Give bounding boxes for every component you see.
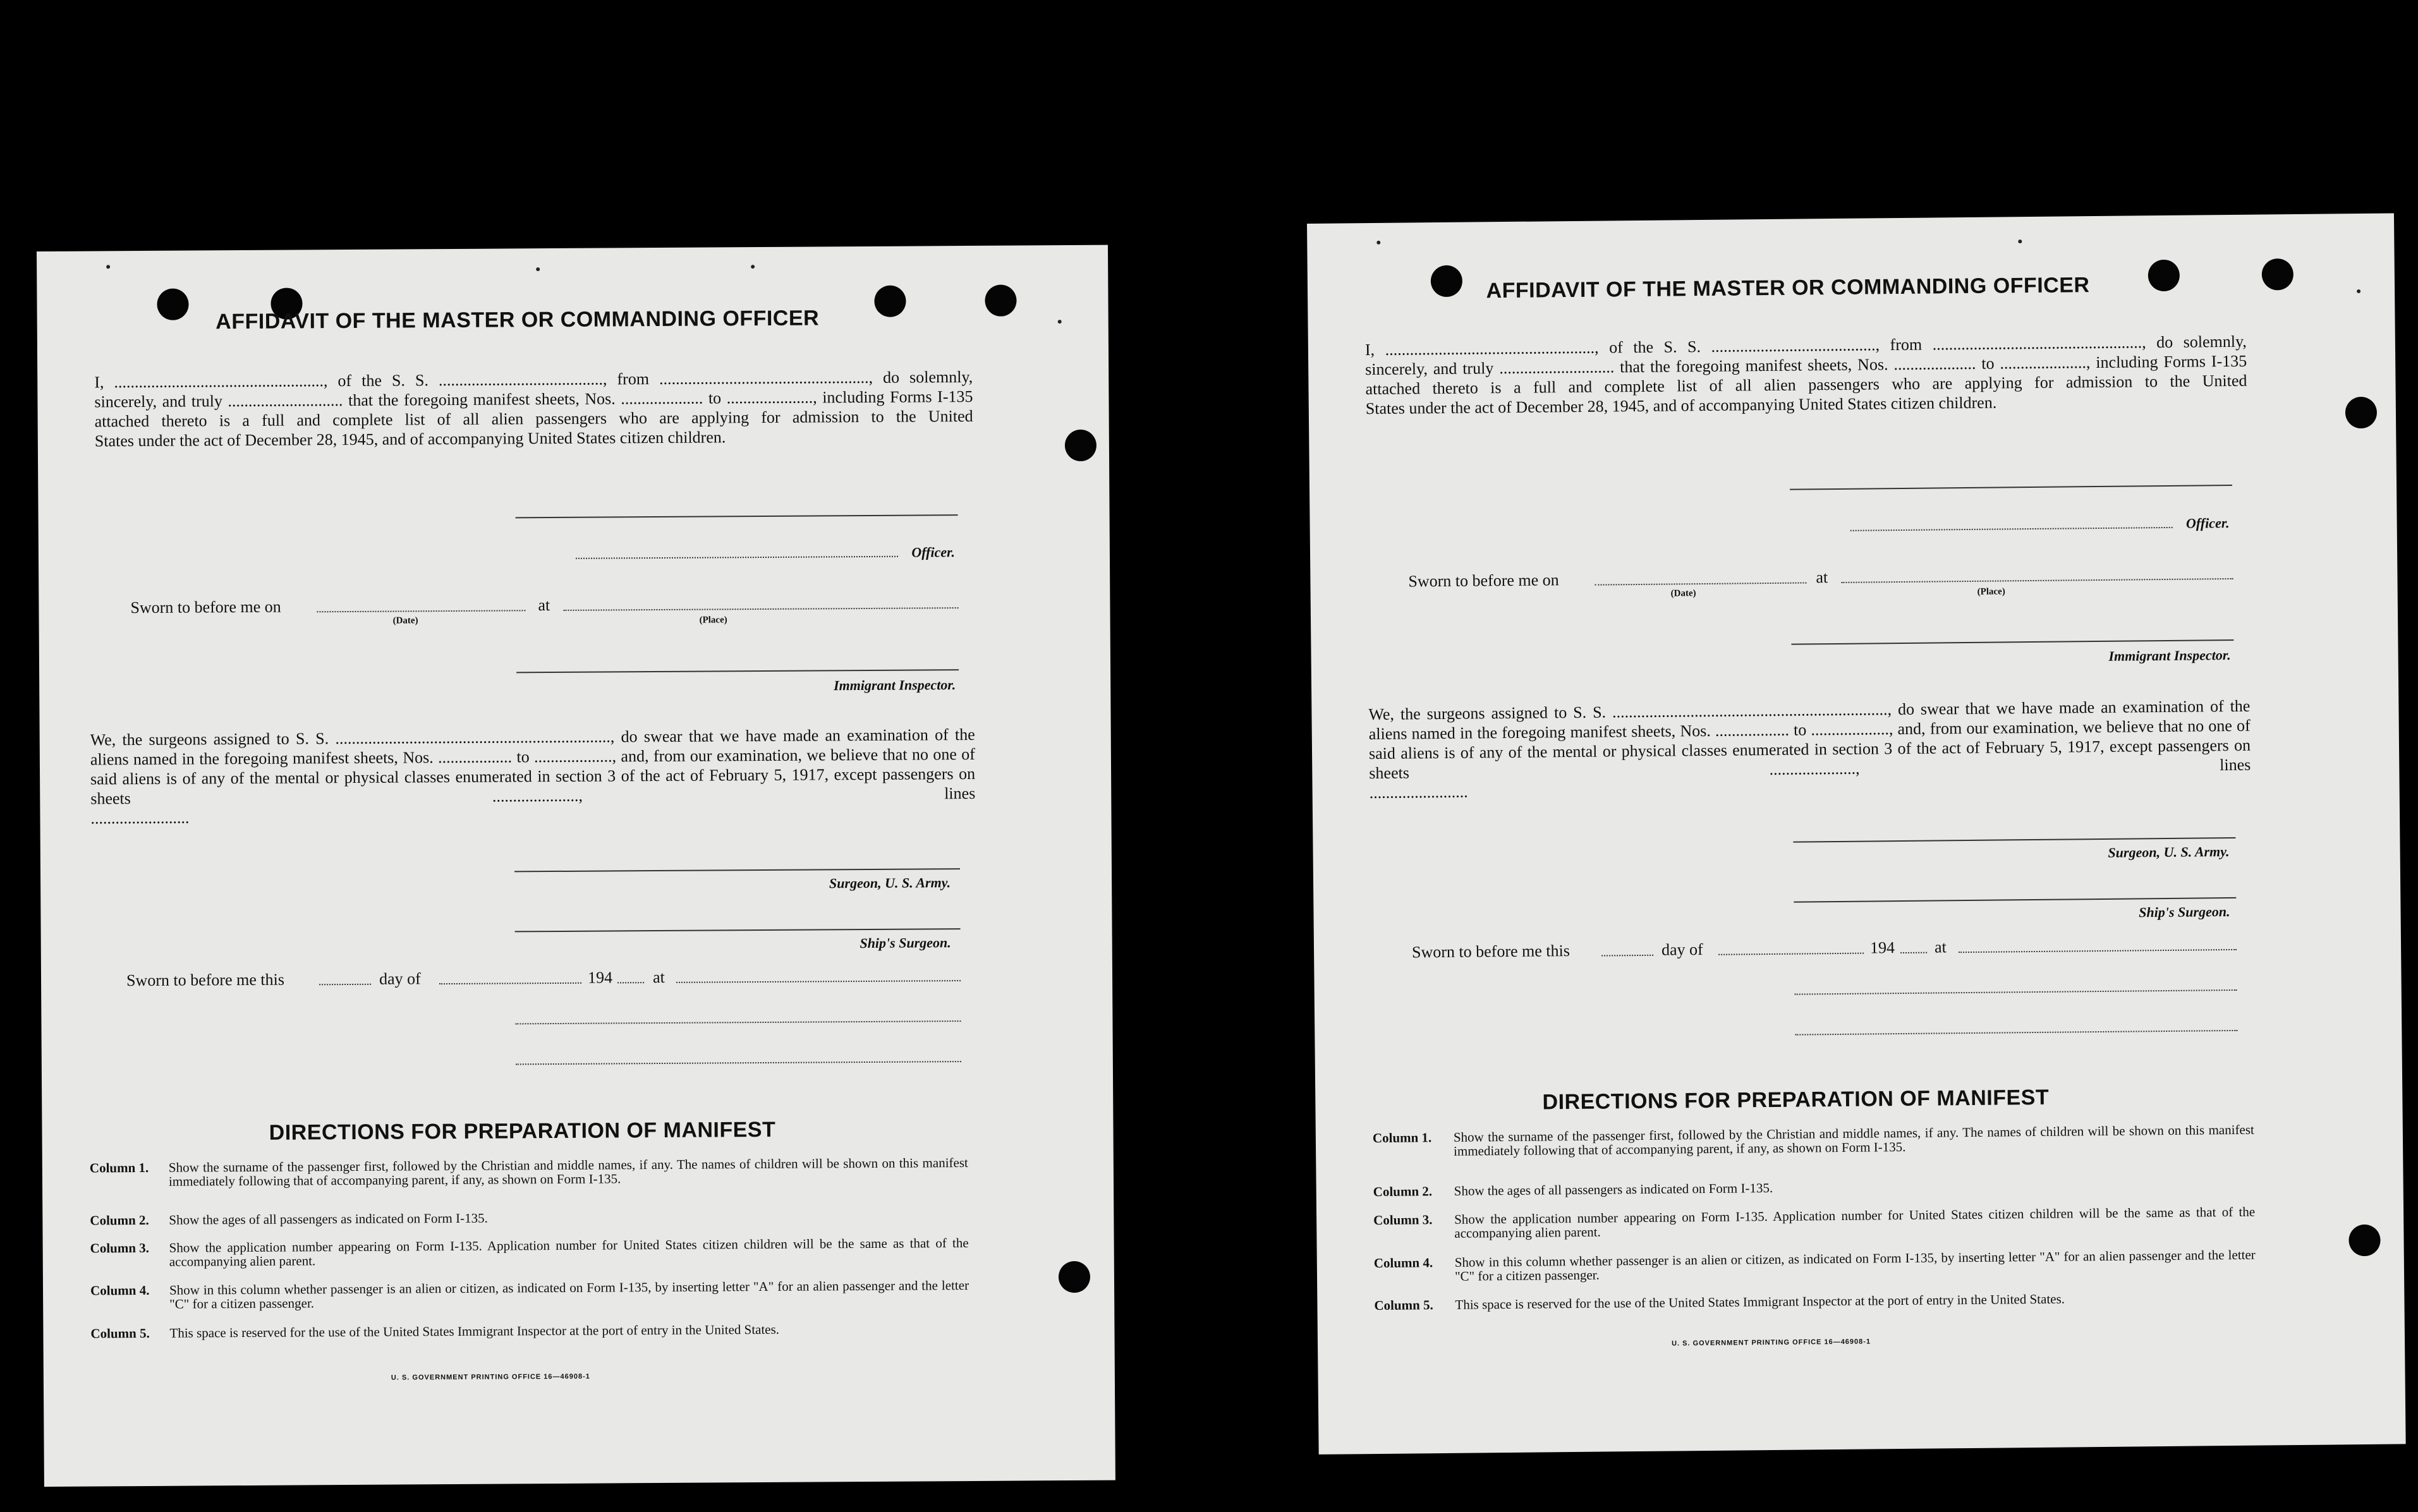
printer-imprint: U. S. GOVERNMENT PRINTING OFFICE 16—46908-1 — [1671, 1338, 1871, 1348]
sworn2-place-line[interactable] — [1959, 949, 2237, 953]
surgeons-paragraph-end: ........................ — [1369, 782, 1468, 802]
inspector-caption: Immigrant Inspector. — [2108, 647, 2231, 664]
sworn-date-line[interactable] — [1595, 582, 1806, 585]
sworn2-at-label: at — [652, 967, 665, 987]
sworn2-signature-line[interactable] — [515, 1020, 961, 1024]
officer-caption: Officer. — [2185, 515, 2230, 531]
affidavit-paragraph-end: States under the act of December 28, 1945, and of accompanying United States citizen children. — [1365, 393, 1997, 418]
direction-text: Show the surname of the passenger first, followed by the Christian and middle names, if any. The names of children will be shown on this manifest immediately following that of accompanying parent, if any, as shown on Form I-135. — [168, 1155, 968, 1189]
date-caption: (Date) — [392, 615, 418, 626]
direction-label: Column 3. — [90, 1240, 150, 1256]
affidavit-title: AFFIDAVIT OF THE MASTER OR COMMANDING OFFICER — [216, 306, 820, 334]
sworn-place-line[interactable] — [1841, 578, 2233, 583]
sworn2-at-label: at — [1934, 938, 1947, 957]
place-caption: (Place) — [1977, 586, 2005, 597]
form-page-right — [1307, 213, 2406, 1454]
film-speck — [1058, 320, 1062, 324]
affidavit-title: AFFIDAVIT OF THE MASTER OR COMMANDING OFFICER — [1486, 273, 2090, 303]
punch-hole — [1059, 1261, 1090, 1293]
sworn2-place-line[interactable] — [676, 980, 961, 983]
direction-column-4 — [90, 1278, 969, 1314]
ship-surgeon-signature-line[interactable] — [1794, 897, 2236, 903]
direction-label: Column 5. — [90, 1325, 150, 1341]
ship-surgeon-caption: Ship's Surgeon. — [2139, 904, 2230, 921]
surgeons-paragraph — [1368, 696, 2251, 802]
direction-label: Column 4. — [1373, 1255, 1433, 1271]
directions-title: DIRECTIONS FOR PREPARATION OF MANIFEST — [269, 1117, 776, 1145]
direction-text: Show the surname of the passenger first, followed by the Christian and middle names, if any. The names of children will be shown on this manifest immediately following that of accompanying parent, if any, as shown on Form I-135. — [1453, 1122, 2254, 1159]
army-surgeon-signature-line[interactable] — [514, 868, 960, 872]
direction-text: Show the application number appearing on Form I-135. Application number for United States citizen children will be the same as that of the accompanying alien parent. — [169, 1235, 969, 1269]
direction-column-4 — [1374, 1248, 2256, 1286]
direction-label: Column 4. — [90, 1282, 150, 1298]
direction-text: Show the ages of all passengers as indicated on Form I-135. — [169, 1210, 488, 1228]
surgeons-paragraph-body: We, the surgeons assigned to S. S. ..................................................................., do swear that we have made an examination of the aliens named in the foregoing manifest sheets, Nos. .................. to ..................., and, from our examination, we believe that no one of said aliens is of any of the mental or physical classes enumerated in section 3 of the act of February 5, 1917, except passengers on sheets ....................., lines — [1368, 696, 2251, 783]
sworn2-day-line[interactable] — [1601, 955, 1653, 957]
direction-text: Show the application number appearing on Form I-135. Application number for United States citizen children will be the same as that of the accompanying alien parent. — [1454, 1204, 2256, 1241]
officer-caption: Officer. — [911, 544, 956, 560]
affidavit-paragraph-body: I, ..................................................., of the S. S. ........................................, from ..................................................., do solemnly, sincerely, and truly ............................ that the foregoing manifest sheets, Nos. .................... to ....................., including Forms I-135 attached thereto is a full and complete list of all alien passengers who are applying for admission to the United — [94, 367, 973, 431]
direction-text: Show the ages of all passengers as indicated on Form I-135. — [1454, 1180, 1773, 1199]
ship-surgeon-signature-line[interactable] — [515, 928, 961, 932]
direction-column-3 — [90, 1236, 969, 1271]
film-speck — [536, 267, 540, 271]
sworn-before-label: Sworn to before me on — [130, 597, 281, 617]
affidavit-paragraph — [1365, 332, 2247, 418]
direction-text: This space is reserved for the use of the United States Immigrant Inspector at the port of entry in the United States. — [1455, 1291, 2065, 1312]
army-surgeon-caption: Surgeon, U. S. Army. — [2108, 844, 2230, 861]
direction-label: Column 2. — [1373, 1183, 1433, 1200]
punch-hole — [2345, 397, 2377, 428]
officer-title-line[interactable] — [1850, 527, 2173, 531]
sworn2-this-label: Sworn to before me this — [1411, 941, 1570, 962]
punch-hole — [874, 286, 906, 317]
direction-label: Column 2. — [90, 1212, 149, 1228]
film-speck — [2357, 289, 2360, 293]
surgeons-paragraph-body: We, the surgeons assigned to S. S. ..................................................................., do swear that we have made an examination of the aliens named in the foregoing manifest sheets, Nos. .................. to ..................., and, from our examination, we believe that no one of said aliens is of any of the mental or physical classes enumerated in section 3 of the act of February 5, 1917, except passengers on sheets ....................., lines — [90, 725, 976, 808]
sworn2-title-line[interactable] — [1795, 1030, 2237, 1036]
date-caption: (Date) — [1670, 588, 1696, 599]
surgeons-paragraph — [90, 725, 976, 828]
sworn2-day-line[interactable] — [319, 984, 371, 986]
direction-column-3 — [1373, 1205, 2255, 1243]
inspector-signature-line[interactable] — [516, 669, 959, 673]
affidavit-paragraph-body: I, ..................................................., of the S. S. ........................................, from ..................................................., do solemnly, sincerely, and truly ............................ that the foregoing manifest sheets, Nos. .................... to ....................., including Forms I-135 attached thereto is a full and complete list of all alien passengers who are applying for admission to the United — [1364, 332, 2247, 399]
sworn-place-line[interactable] — [563, 607, 958, 611]
film-speck — [106, 265, 110, 269]
officer-title-line[interactable] — [576, 556, 898, 559]
film-speck — [1376, 241, 1380, 245]
direction-text: Show in this column whether passenger is an alien or citizen, as indicated on Form I-135, by inserting letter "A" for an alien passenger and the letter "C" for a citizen passenger. — [1454, 1247, 2256, 1284]
direction-text: This space is reserved for the use of the United States Immigrant Inspector at the port of entry in the United States. — [169, 1321, 780, 1341]
sworn-at-label: at — [1816, 568, 1828, 587]
master-signature-line[interactable] — [516, 514, 958, 518]
sworn2-year-line[interactable] — [1900, 952, 1927, 953]
inspector-caption: Immigrant Inspector. — [833, 677, 956, 694]
sworn2-year-label: 194 — [1869, 938, 1895, 957]
ship-surgeon-caption: Ship's Surgeon. — [860, 934, 951, 952]
direction-column-1 — [90, 1156, 968, 1205]
punch-hole — [1065, 430, 1097, 461]
sworn2-month-line[interactable] — [439, 983, 581, 984]
printer-imprint: U. S. GOVERNMENT PRINTING OFFICE 16—46908-1 — [391, 1372, 590, 1382]
sworn2-dayof-label: day of — [379, 969, 421, 988]
sworn2-month-line[interactable] — [1718, 953, 1864, 955]
inspector-signature-line[interactable] — [1791, 639, 2233, 645]
film-speck — [2018, 239, 2022, 243]
punch-hole — [2148, 260, 2180, 291]
sworn-before-label: Sworn to before me on — [1408, 571, 1559, 591]
army-surgeon-signature-line[interactable] — [1793, 837, 2235, 843]
direction-label: Column 3. — [1373, 1212, 1433, 1228]
direction-label: Column 1. — [1372, 1130, 1432, 1146]
affidavit-paragraph — [94, 367, 973, 451]
direction-label: Column 5. — [1374, 1297, 1433, 1314]
punch-hole — [157, 289, 188, 320]
sworn-at-label: at — [538, 596, 550, 615]
direction-text: Show in this column whether passenger is an alien or citizen, as indicated on Form I-135, by inserting letter "A" for an alien passenger and the letter "C" for a citizen passenger. — [169, 1278, 969, 1312]
form-page-left — [37, 245, 1115, 1487]
direction-column-2 — [90, 1208, 968, 1230]
master-signature-line[interactable] — [1790, 485, 2232, 490]
sworn2-year-label: 194 — [587, 968, 613, 987]
direction-label: Column 1. — [89, 1159, 149, 1176]
film-speck — [751, 265, 755, 269]
direction-column-5 — [1374, 1290, 2256, 1329]
direction-column-2 — [1373, 1176, 2255, 1201]
direction-column-5 — [90, 1321, 969, 1357]
surgeons-paragraph-end: ........................ — [90, 808, 190, 828]
sworn2-this-label: Sworn to before me this — [126, 970, 284, 990]
punch-hole — [1431, 265, 1462, 297]
direction-column-1 — [1373, 1123, 2255, 1175]
punch-hole — [985, 285, 1016, 317]
punch-hole — [2262, 258, 2293, 290]
place-caption: (Place) — [699, 615, 727, 626]
affidavit-paragraph-end: States under the act of December 28, 1945, and of accompanying United States citizen children. — [94, 428, 726, 451]
punch-hole — [2348, 1225, 2380, 1256]
sworn-date-line[interactable] — [317, 610, 525, 612]
sworn2-dayof-label: day of — [1661, 940, 1703, 959]
sworn2-title-line[interactable] — [516, 1061, 961, 1065]
sworn2-signature-line[interactable] — [1795, 989, 2237, 995]
directions-title: DIRECTIONS FOR PREPARATION OF MANIFEST — [1542, 1085, 2050, 1115]
army-surgeon-caption: Surgeon, U. S. Army. — [829, 874, 951, 892]
sworn2-year-line[interactable] — [617, 982, 644, 983]
